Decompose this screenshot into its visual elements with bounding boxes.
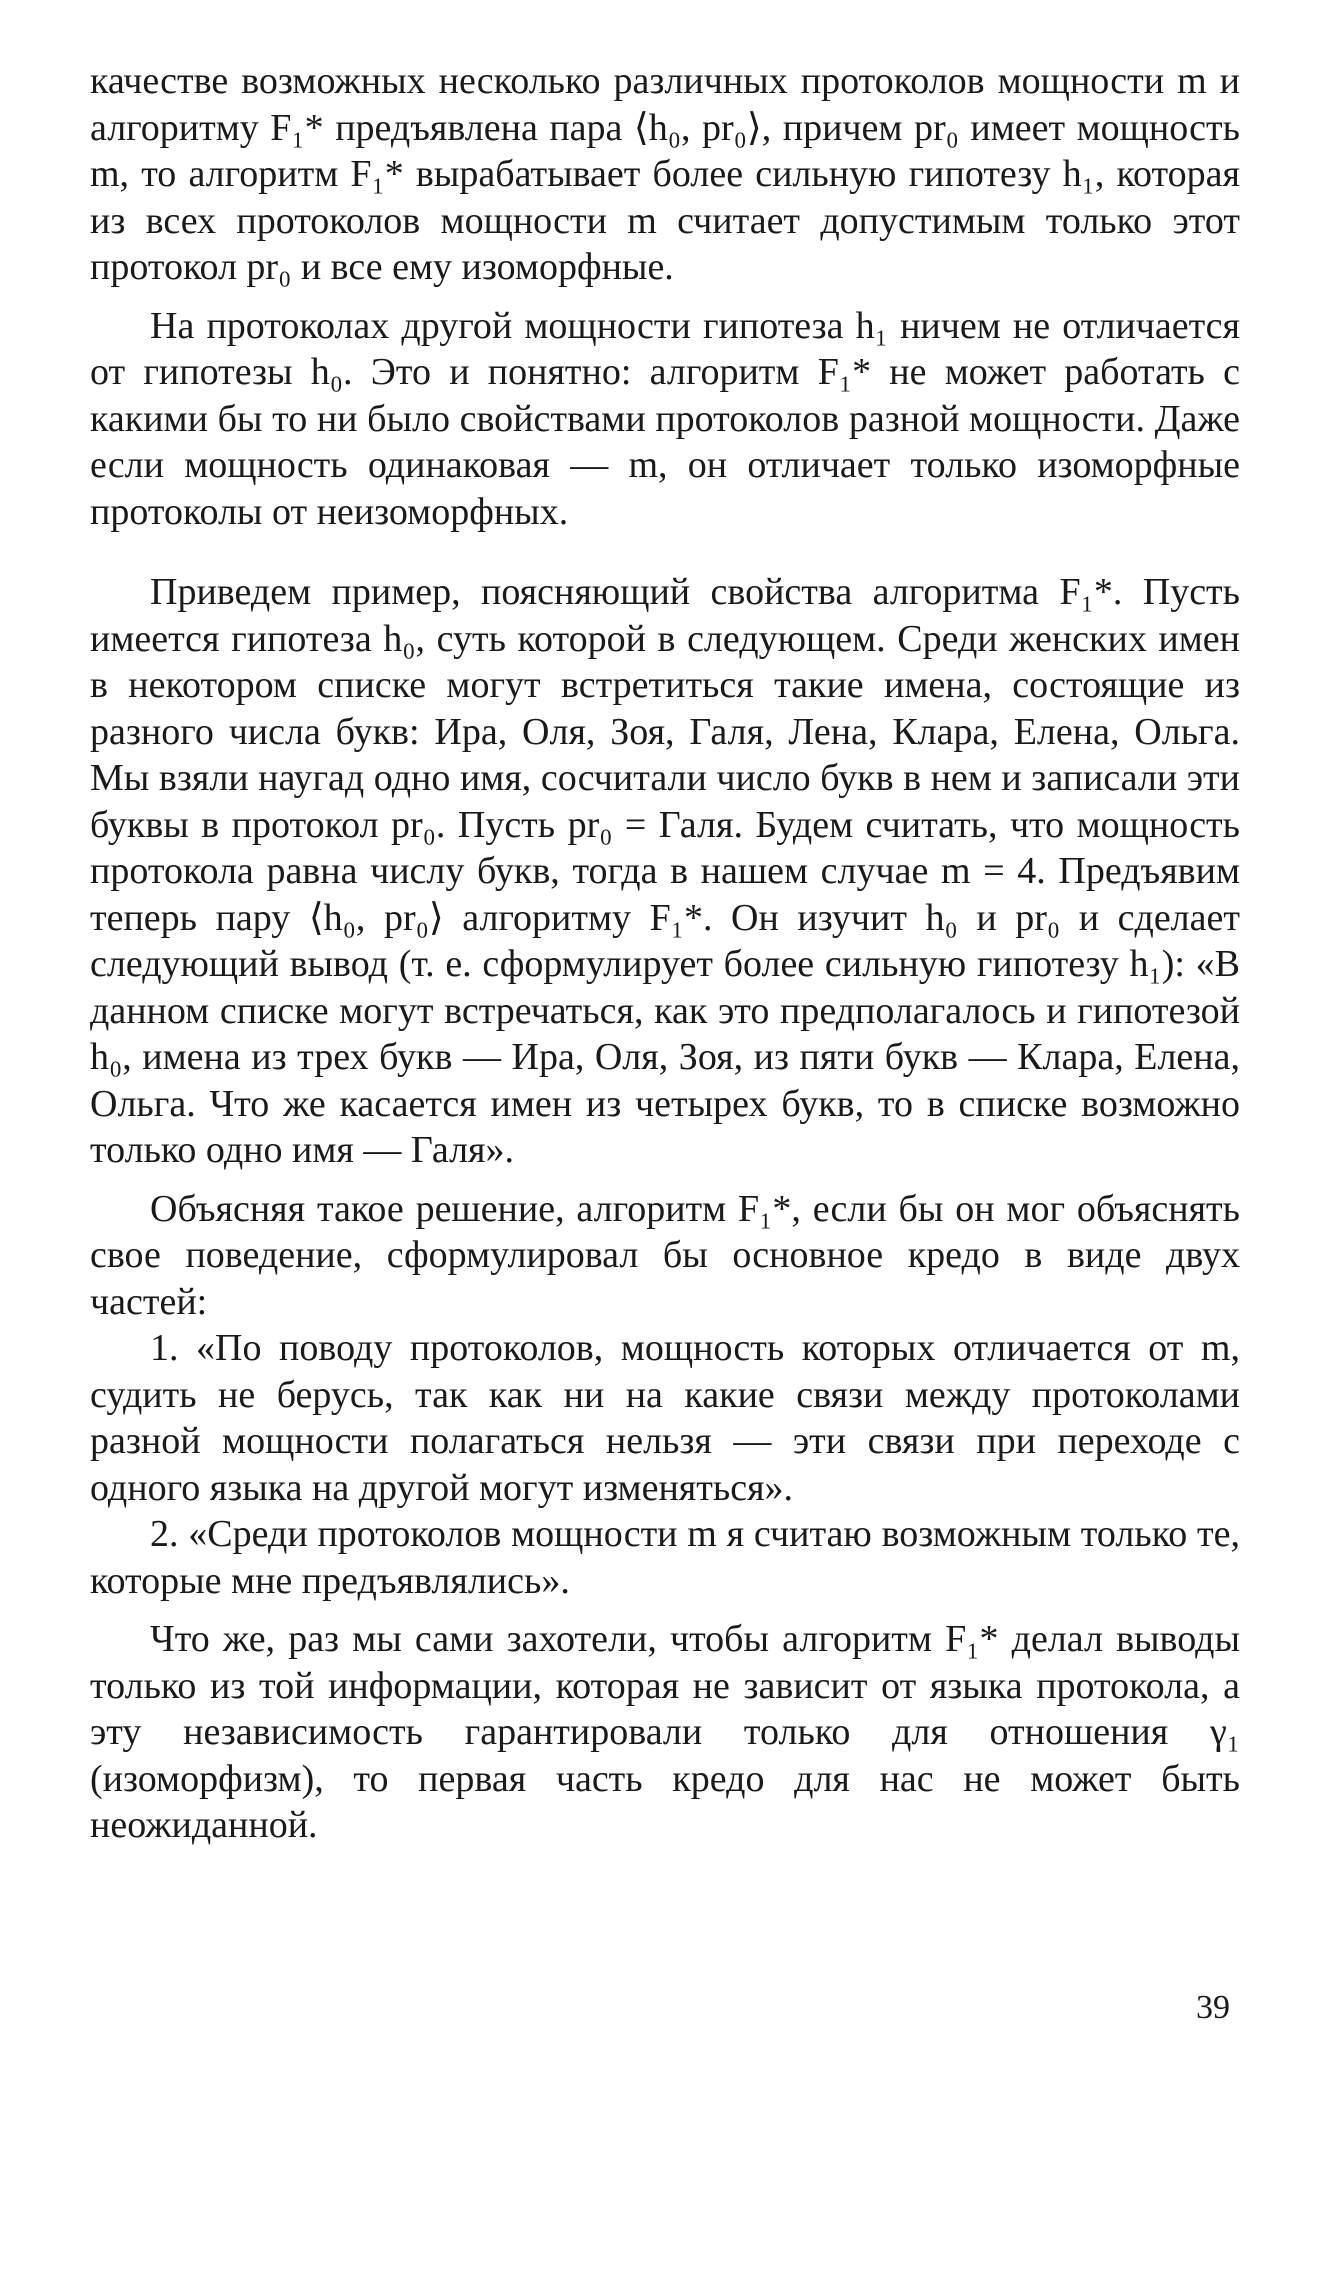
list-item-1: 1. «По поводу протоколов, мощность которых отличается от m, судить не берусь, так как ни на какие связи между протоколами разной мощности полагаться нельзя — эти связи при переходе с одного языка на другой могут изменяться». bbox=[90, 1327, 1240, 1509]
paragraph-1: качестве возможных несколько различных протоколов мощности m и алгоритму F₁* предъявлена пара ⟨h₀, pr₀⟩, причем pr₀ имеет мощность m, то алгоритм F₁* вырабатывает более сильную гипотезу h₁, которая из всех протоколов мощности m считает допустимым только этот протокол pr₀ и все ему изоморфные. bbox=[90, 60, 1240, 288]
page-number: 39 bbox=[1196, 1989, 1230, 2026]
paragraph-5: Что же, раз мы сами захотели, чтобы алгоритм F₁* делал выводы только из той информации, которая не зависит от языка протокола, а эту независимость гарантировали только для отношения γ₁ (изоморфизм), то первая часть кредо для нас не может быть неожиданной. bbox=[90, 1618, 1240, 1846]
paragraph-2: На протоколах другой мощности гипотеза h₁ ничем не отличается от гипотезы h₀. Это и понятно: алгоритм F₁* не может работать с какими бы то ни было свойствами протоколов разной мощности. Даже если мощность одинаковая — m, он отличает только изоморфные протоколы от неизоморфных. bbox=[90, 304, 1240, 533]
book-page bbox=[90, 58, 1240, 1849]
paragraph-4: Объясняя такое решение, алгоритм F₁*, если бы он мог объяснять свое поведение, сформулировал бы основное кредо в виде двух частей: bbox=[90, 1187, 1240, 1323]
paragraph-3: Приведем пример, поясняющий свойства алгоритма F₁*. Пусть имеется гипотеза h₀, суть которой в следующем. Среди женских имен в некотором списке могут встретиться такие имена, состоящие из разного числа букв: Ира, Оля, Зоя, Галя, Лена, Клара, Елена, Ольга. Мы взяли наугад одно имя, сосчитали число букв в нем и записали эти буквы в протокол pr₀. Пусть pr₀ = Галя. Будем считать, что мощность протокола равна числу букв, тогда в нашем случае m = 4. Предъявим теперь пару ⟨h₀, pr₀⟩ алгоритму F₁*. Он изучит h₀ и pr₀ и сделает следующий вывод (т. е. сформулирует более сильную гипотезу h₁): «В данном списке могут встречаться, как это предполагалось и гипотезой h₀, имена из трех букв — Ира, Оля, Зоя, из пяти букв — Клара, Елена, Ольга. Что же касается имен из четырех букв, то в списке возможно только одно имя — Галя». bbox=[90, 571, 1240, 1171]
list-item-2: 2. «Среди протоколов мощности m я считаю возможным только те, которые мне предъявлялись». bbox=[90, 1513, 1240, 1602]
